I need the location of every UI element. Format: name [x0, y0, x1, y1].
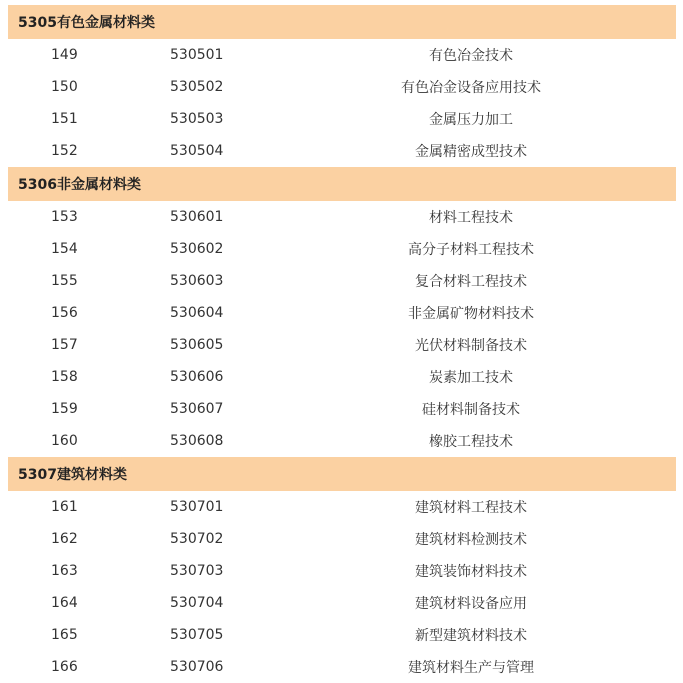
- major-code: 530602: [170, 241, 224, 257]
- table-row: [8, 201, 676, 233]
- major-code: 530606: [170, 369, 224, 385]
- table-row: [8, 329, 676, 361]
- group-header-5306: 5306非金属材料类: [8, 167, 676, 201]
- table-row: [8, 555, 676, 587]
- table-row: [8, 491, 676, 523]
- major-code: 530706: [170, 659, 224, 675]
- major-name: 硅材料制备技术: [422, 402, 520, 418]
- major-code: 530603: [170, 273, 224, 289]
- table-row: [8, 619, 676, 651]
- row-number: 160: [51, 433, 78, 449]
- row-number: 155: [51, 273, 78, 289]
- major-name: 光伏材料制备技术: [415, 338, 527, 354]
- group-header-5307: 5307建筑材料类: [8, 457, 676, 491]
- major-code: 530607: [170, 401, 224, 417]
- major-name: 建筑装饰材料技术: [415, 564, 527, 580]
- major-code: 530705: [170, 627, 224, 643]
- table-row: [8, 71, 676, 103]
- major-name: 有色冶金技术: [429, 48, 513, 64]
- major-name: 建筑材料生产与管理: [408, 660, 534, 676]
- row-number: 151: [51, 111, 78, 127]
- major-code: 530504: [170, 143, 224, 159]
- major-name: 新型建筑材料技术: [415, 628, 527, 644]
- major-code: 530601: [170, 209, 224, 225]
- table-row: [8, 265, 676, 297]
- major-name: 炭素加工技术: [429, 370, 513, 386]
- row-number: 161: [51, 499, 78, 515]
- major-catalog-table: [8, 5, 676, 683]
- major-name: 材料工程技术: [429, 210, 513, 226]
- major-code: 530605: [170, 337, 224, 353]
- table-row: [8, 425, 676, 457]
- row-number: 159: [51, 401, 78, 417]
- table-row: [8, 361, 676, 393]
- row-number: 157: [51, 337, 78, 353]
- table-row: [8, 523, 676, 555]
- row-number: 156: [51, 305, 78, 321]
- major-name: 金属压力加工: [429, 112, 513, 128]
- major-name: 非金属矿物材料技术: [408, 306, 534, 322]
- row-number: 163: [51, 563, 78, 579]
- major-name: 金属精密成型技术: [415, 144, 527, 160]
- row-number: 158: [51, 369, 78, 385]
- row-number: 166: [51, 659, 78, 675]
- major-code: 530701: [170, 499, 224, 515]
- table-row: [8, 103, 676, 135]
- table-row: [8, 587, 676, 619]
- major-code: 530704: [170, 595, 224, 611]
- major-name: 高分子材料工程技术: [408, 242, 534, 258]
- row-number: 164: [51, 595, 78, 611]
- row-number: 153: [51, 209, 78, 225]
- row-number: 152: [51, 143, 78, 159]
- table-row: [8, 651, 676, 683]
- major-name: 建筑材料检测技术: [415, 532, 527, 548]
- row-number: 162: [51, 531, 78, 547]
- major-name: 建筑材料工程技术: [415, 500, 527, 516]
- row-number: 165: [51, 627, 78, 643]
- major-code: 530608: [170, 433, 224, 449]
- table-row: [8, 393, 676, 425]
- major-code: 530702: [170, 531, 224, 547]
- row-number: 149: [51, 47, 78, 63]
- table-row: [8, 135, 676, 167]
- row-number: 154: [51, 241, 78, 257]
- major-code: 530502: [170, 79, 224, 95]
- table-row: [8, 233, 676, 265]
- major-name: 建筑材料设备应用: [415, 596, 527, 612]
- major-name: 橡胶工程技术: [429, 434, 513, 450]
- group-header-5305: 5305有色金属材料类: [8, 5, 676, 39]
- table-row: [8, 297, 676, 329]
- row-number: 150: [51, 79, 78, 95]
- major-name: 复合材料工程技术: [415, 274, 527, 290]
- major-code: 530604: [170, 305, 224, 321]
- table-row: [8, 39, 676, 71]
- major-name: 有色冶金设备应用技术: [401, 80, 541, 96]
- major-code: 530703: [170, 563, 224, 579]
- major-code: 530501: [170, 47, 224, 63]
- major-code: 530503: [170, 111, 224, 127]
